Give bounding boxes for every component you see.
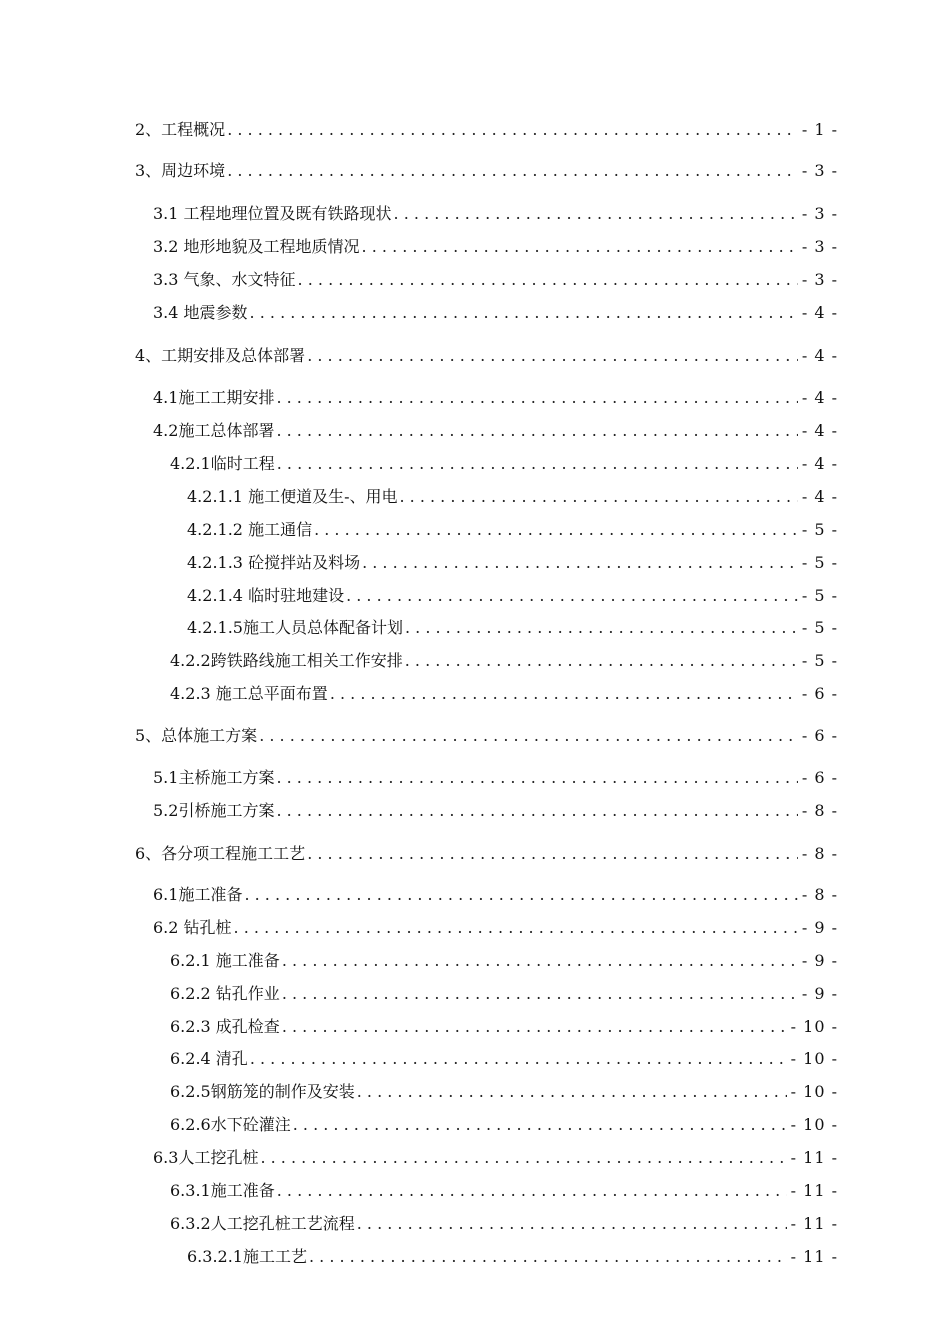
toc-entry[interactable] — [0, 943, 950, 971]
toc-entry[interactable] — [0, 877, 950, 905]
toc-entry[interactable] — [0, 262, 950, 290]
toc-entry-title: 4.2施工总体部署 — [153, 421, 275, 440]
toc-entry[interactable] — [0, 1041, 950, 1069]
toc-entry[interactable] — [0, 446, 950, 474]
toc-entry-page: - 5 - — [801, 520, 838, 539]
toc-leader-dots — [276, 801, 797, 821]
toc-entry-page: - 5 - — [801, 618, 838, 637]
toc-leader-dots — [227, 161, 798, 181]
toc-entry-title: 6.2.2 钻孔作业 — [170, 984, 280, 1003]
toc-leader-dots — [282, 984, 798, 1004]
toc-leader-dots — [259, 726, 798, 746]
toc-leader-dots — [282, 1017, 787, 1037]
toc-entry[interactable] — [0, 295, 950, 323]
toc-entry-page: - 4 - — [801, 346, 838, 365]
toc-entry-title: 4.2.1.4 临时驻地建设 — [187, 586, 345, 605]
toc-entry-title: 6.3.2.1施工工艺 — [187, 1247, 307, 1266]
toc-leader-dots — [357, 1082, 787, 1102]
toc-entry-title: 3.1 工程地理位置及既有铁路现状 — [153, 204, 392, 223]
toc-entry-page: - 8 - — [801, 885, 838, 904]
toc-entry-page: - 5 - — [801, 553, 838, 572]
toc-entry-page: - 1 - — [801, 120, 838, 139]
toc-entry-page: - 11 - — [790, 1181, 838, 1200]
toc-entry[interactable] — [0, 338, 950, 366]
toc-leader-dots — [357, 1214, 787, 1234]
toc-entry-title: 6.3.1施工准备 — [170, 1181, 275, 1200]
toc-leader-dots — [234, 918, 798, 938]
toc-entry[interactable] — [0, 1074, 950, 1102]
toc-entry[interactable] — [0, 512, 950, 540]
toc-entry[interactable] — [0, 578, 950, 606]
toc-entry-page: - 10 - — [790, 1017, 838, 1036]
toc-leader-dots — [394, 204, 798, 224]
toc-entry[interactable] — [0, 153, 950, 181]
toc-entry-page: - 11 - — [790, 1214, 838, 1233]
toc-entry[interactable] — [0, 760, 950, 788]
toc-entry-title: 5、总体施工方案 — [135, 726, 258, 745]
toc-leader-dots — [399, 487, 797, 507]
toc-entry-title: 3.2 地形地貌及工程地质情况 — [153, 237, 360, 256]
toc-entry-title: 6.2.5钢筋笼的制作及安装 — [170, 1082, 355, 1101]
toc-leader-dots — [346, 586, 798, 606]
toc-entry-title: 4.2.2跨铁路线施工相关工作安排 — [170, 651, 403, 670]
toc-leader-dots — [405, 651, 798, 671]
toc-entry-page: - 11 - — [790, 1247, 838, 1266]
toc-entry-page: - 4 - — [801, 487, 838, 506]
toc-leader-dots — [227, 120, 798, 140]
toc-entry-title: 6.2 钻孔桩 — [153, 918, 232, 937]
toc-entry-title: 3.3 气象、水文特征 — [153, 270, 296, 289]
toc-entry[interactable] — [0, 196, 950, 224]
toc-entry[interactable] — [0, 413, 950, 441]
toc-leader-dots — [362, 237, 798, 257]
toc-leader-dots — [362, 553, 798, 573]
toc-leader-dots — [330, 684, 798, 704]
toc-entry[interactable] — [0, 976, 950, 1004]
toc-entry-page: - 4 - — [801, 303, 838, 322]
toc-leader-dots — [309, 1247, 787, 1267]
toc-leader-dots — [282, 951, 798, 971]
toc-entry-title: 4.2.3 施工总平面布置 — [170, 684, 328, 703]
toc-entry-title: 6.3人工挖孔桩 — [153, 1148, 259, 1167]
toc-entry-title: 4.1施工工期安排 — [153, 388, 275, 407]
toc-entry[interactable] — [0, 1140, 950, 1168]
toc-entry[interactable] — [0, 545, 950, 573]
toc-leader-dots — [250, 1049, 787, 1069]
toc-leader-dots — [277, 1181, 787, 1201]
toc-entry-page: - 4 - — [801, 388, 838, 407]
toc-entry-title: 4.2.1临时工程 — [170, 454, 275, 473]
toc-leader-dots — [276, 421, 797, 441]
toc-entry-page: - 5 - — [801, 586, 838, 605]
toc-entry-page: - 9 - — [801, 951, 838, 970]
toc-entry[interactable] — [0, 479, 950, 507]
toc-entry[interactable] — [0, 229, 950, 257]
toc-entry-title: 2、工程概况 — [135, 120, 226, 139]
toc-entry-page: - 8 - — [801, 844, 838, 863]
toc-entry-title: 6.1施工准备 — [153, 885, 243, 904]
toc-entry[interactable] — [0, 1173, 950, 1201]
toc-entry-page: - 4 - — [801, 454, 838, 473]
toc-entry-page: - 6 - — [801, 684, 838, 703]
toc-entry[interactable] — [0, 643, 950, 671]
toc-leader-dots — [405, 618, 798, 638]
toc-entry[interactable] — [0, 1009, 950, 1037]
toc-leader-dots — [293, 1115, 787, 1135]
toc-entry[interactable] — [0, 1107, 950, 1135]
toc-leader-dots — [307, 844, 798, 864]
toc-leader-dots — [298, 270, 798, 290]
toc-entry-page: - 3 - — [801, 237, 838, 256]
toc-entry-page: - 3 - — [801, 161, 838, 180]
toc-entry[interactable] — [0, 676, 950, 704]
toc-entry-title: 5.2引桥施工方案 — [153, 801, 275, 820]
toc-entry-title: 4、工期安排及总体部署 — [135, 346, 306, 365]
toc-entry[interactable] — [0, 910, 950, 938]
toc-entry[interactable] — [0, 112, 950, 140]
toc-entry[interactable] — [0, 610, 950, 638]
toc-entry-title: 6.3.2人工挖孔桩工艺流程 — [170, 1214, 355, 1233]
toc-leader-dots — [314, 520, 798, 540]
toc-entry[interactable] — [0, 718, 950, 746]
toc-entry[interactable] — [0, 380, 950, 408]
toc-entry-page: - 8 - — [801, 801, 838, 820]
toc-leader-dots — [276, 768, 797, 788]
toc-entry-title: 6、各分项工程施工工艺 — [135, 844, 306, 863]
toc-entry[interactable] — [0, 1206, 950, 1234]
toc-entry[interactable] — [0, 1239, 950, 1267]
toc-entry-title: 4.2.1.3 砼搅拌站及料场 — [187, 553, 361, 572]
toc-leader-dots — [277, 454, 798, 474]
toc-entry-page: - 4 - — [801, 421, 838, 440]
toc-leader-dots — [244, 885, 797, 905]
toc-leader-dots — [260, 1148, 786, 1168]
toc-entry[interactable] — [0, 836, 950, 864]
toc-entry-title: 4.2.1.1 施工便道及生-、用电 — [187, 487, 398, 506]
toc-entry-title: 6.2.4 清孔 — [170, 1049, 248, 1068]
toc-entry-title: 5.1主桥施工方案 — [153, 768, 275, 787]
toc-entry[interactable] — [0, 793, 950, 821]
toc-entry-page: - 9 - — [801, 918, 838, 937]
toc-entry-page: - 10 - — [790, 1115, 838, 1134]
toc-entry-page: - 6 - — [801, 768, 838, 787]
toc-leader-dots — [250, 303, 798, 323]
toc-entry-page: - 3 - — [801, 204, 838, 223]
toc-entry-title: 4.2.1.2 施工通信 — [187, 520, 313, 539]
toc-entry-page: - 6 - — [801, 726, 838, 745]
toc-entry-page: - 3 - — [801, 270, 838, 289]
toc-entry-page: - 5 - — [801, 651, 838, 670]
toc-entry-page: - 10 - — [790, 1082, 838, 1101]
toc-leader-dots — [307, 346, 798, 366]
toc-entry-page: - 9 - — [801, 984, 838, 1003]
toc-entry-page: - 10 - — [790, 1049, 838, 1068]
toc-entry-title: 3.4 地震参数 — [153, 303, 248, 322]
toc-entry-title: 6.2.1 施工准备 — [170, 951, 280, 970]
toc-leader-dots — [276, 388, 797, 408]
toc-entry-title: 6.2.3 成孔检查 — [170, 1017, 280, 1036]
toc-entry-title: 6.2.6水下砼灌注 — [170, 1115, 291, 1134]
toc-entry-page: - 11 - — [790, 1148, 838, 1167]
toc-entry-title: 3、周边环境 — [135, 161, 226, 180]
toc-entry-title: 4.2.1.5施工人员总体配备计划 — [187, 618, 403, 637]
